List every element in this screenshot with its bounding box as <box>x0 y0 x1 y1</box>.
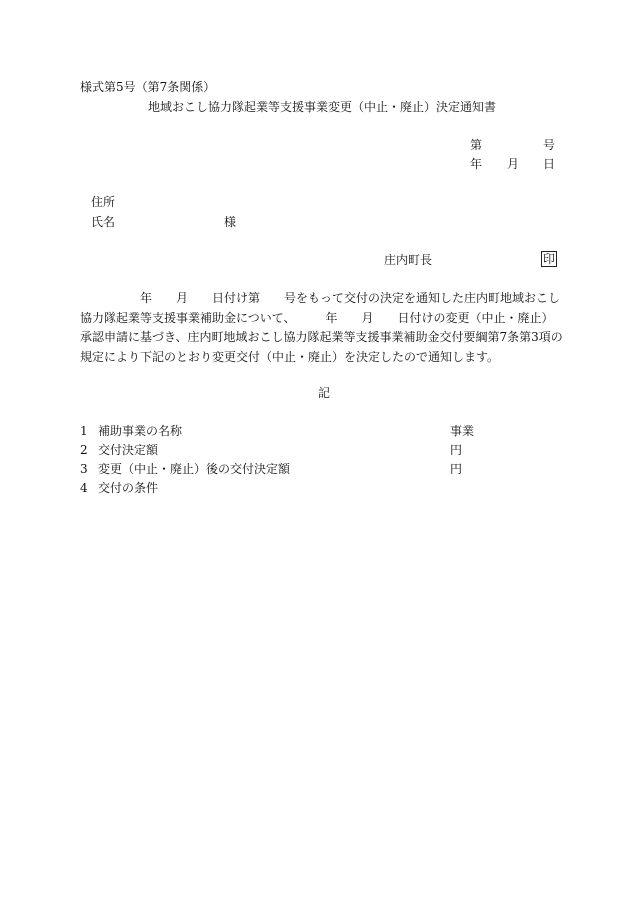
seal-mark: 印 <box>543 252 556 266</box>
item-number: 4 <box>80 481 88 495</box>
name-label: 氏名 <box>91 215 116 229</box>
date-year: 年 <box>470 157 483 171</box>
issuer-name: 庄内町長 <box>384 253 433 267</box>
item-unit: 円 <box>450 462 463 476</box>
form-number: 様式第5号（第7条関係） <box>80 80 216 94</box>
item-label: 交付決定額 <box>98 443 159 457</box>
body-line: 年 月 日付け第 号をもって交付の決定を通知した庄内町地域おこし <box>140 291 561 305</box>
doc-number-suffix: 号 <box>543 138 556 152</box>
item-label: 交付の条件 <box>98 481 159 495</box>
doc-number-prefix: 第 <box>470 138 483 152</box>
item-number: 3 <box>80 462 88 476</box>
item-label: 変更（中止・廃止）後の交付決定額 <box>98 462 291 476</box>
item-number: 2 <box>80 443 88 457</box>
body-line: 規定により下記のとおり変更交付（中止・廃止）を決定したので通知します。 <box>80 349 500 364</box>
date-month: 月 <box>507 157 520 171</box>
ki-heading: 記 <box>318 386 331 400</box>
body-line: 協力隊起業等支援事業補助金について、 年 月 日付けの変更（中止・廃止） <box>80 310 554 325</box>
item-label: 補助事業の名称 <box>98 424 183 438</box>
item-unit: 円 <box>450 443 463 457</box>
body-line: 承認申請に基づき、庄内町地域おこし協力隊起業等支援事業補助金交付要綱第7条第3項の <box>80 330 563 344</box>
date-day: 日 <box>543 157 556 171</box>
item-unit: 事業 <box>450 424 475 438</box>
item-number: 1 <box>80 424 88 438</box>
document-title: 地域おこし協力隊起業等支援事業変更（中止・廃止）決定通知書 <box>148 100 497 114</box>
notice-body <box>80 289 570 367</box>
address-label: 住所 <box>91 195 116 209</box>
honorific: 様 <box>224 215 237 229</box>
